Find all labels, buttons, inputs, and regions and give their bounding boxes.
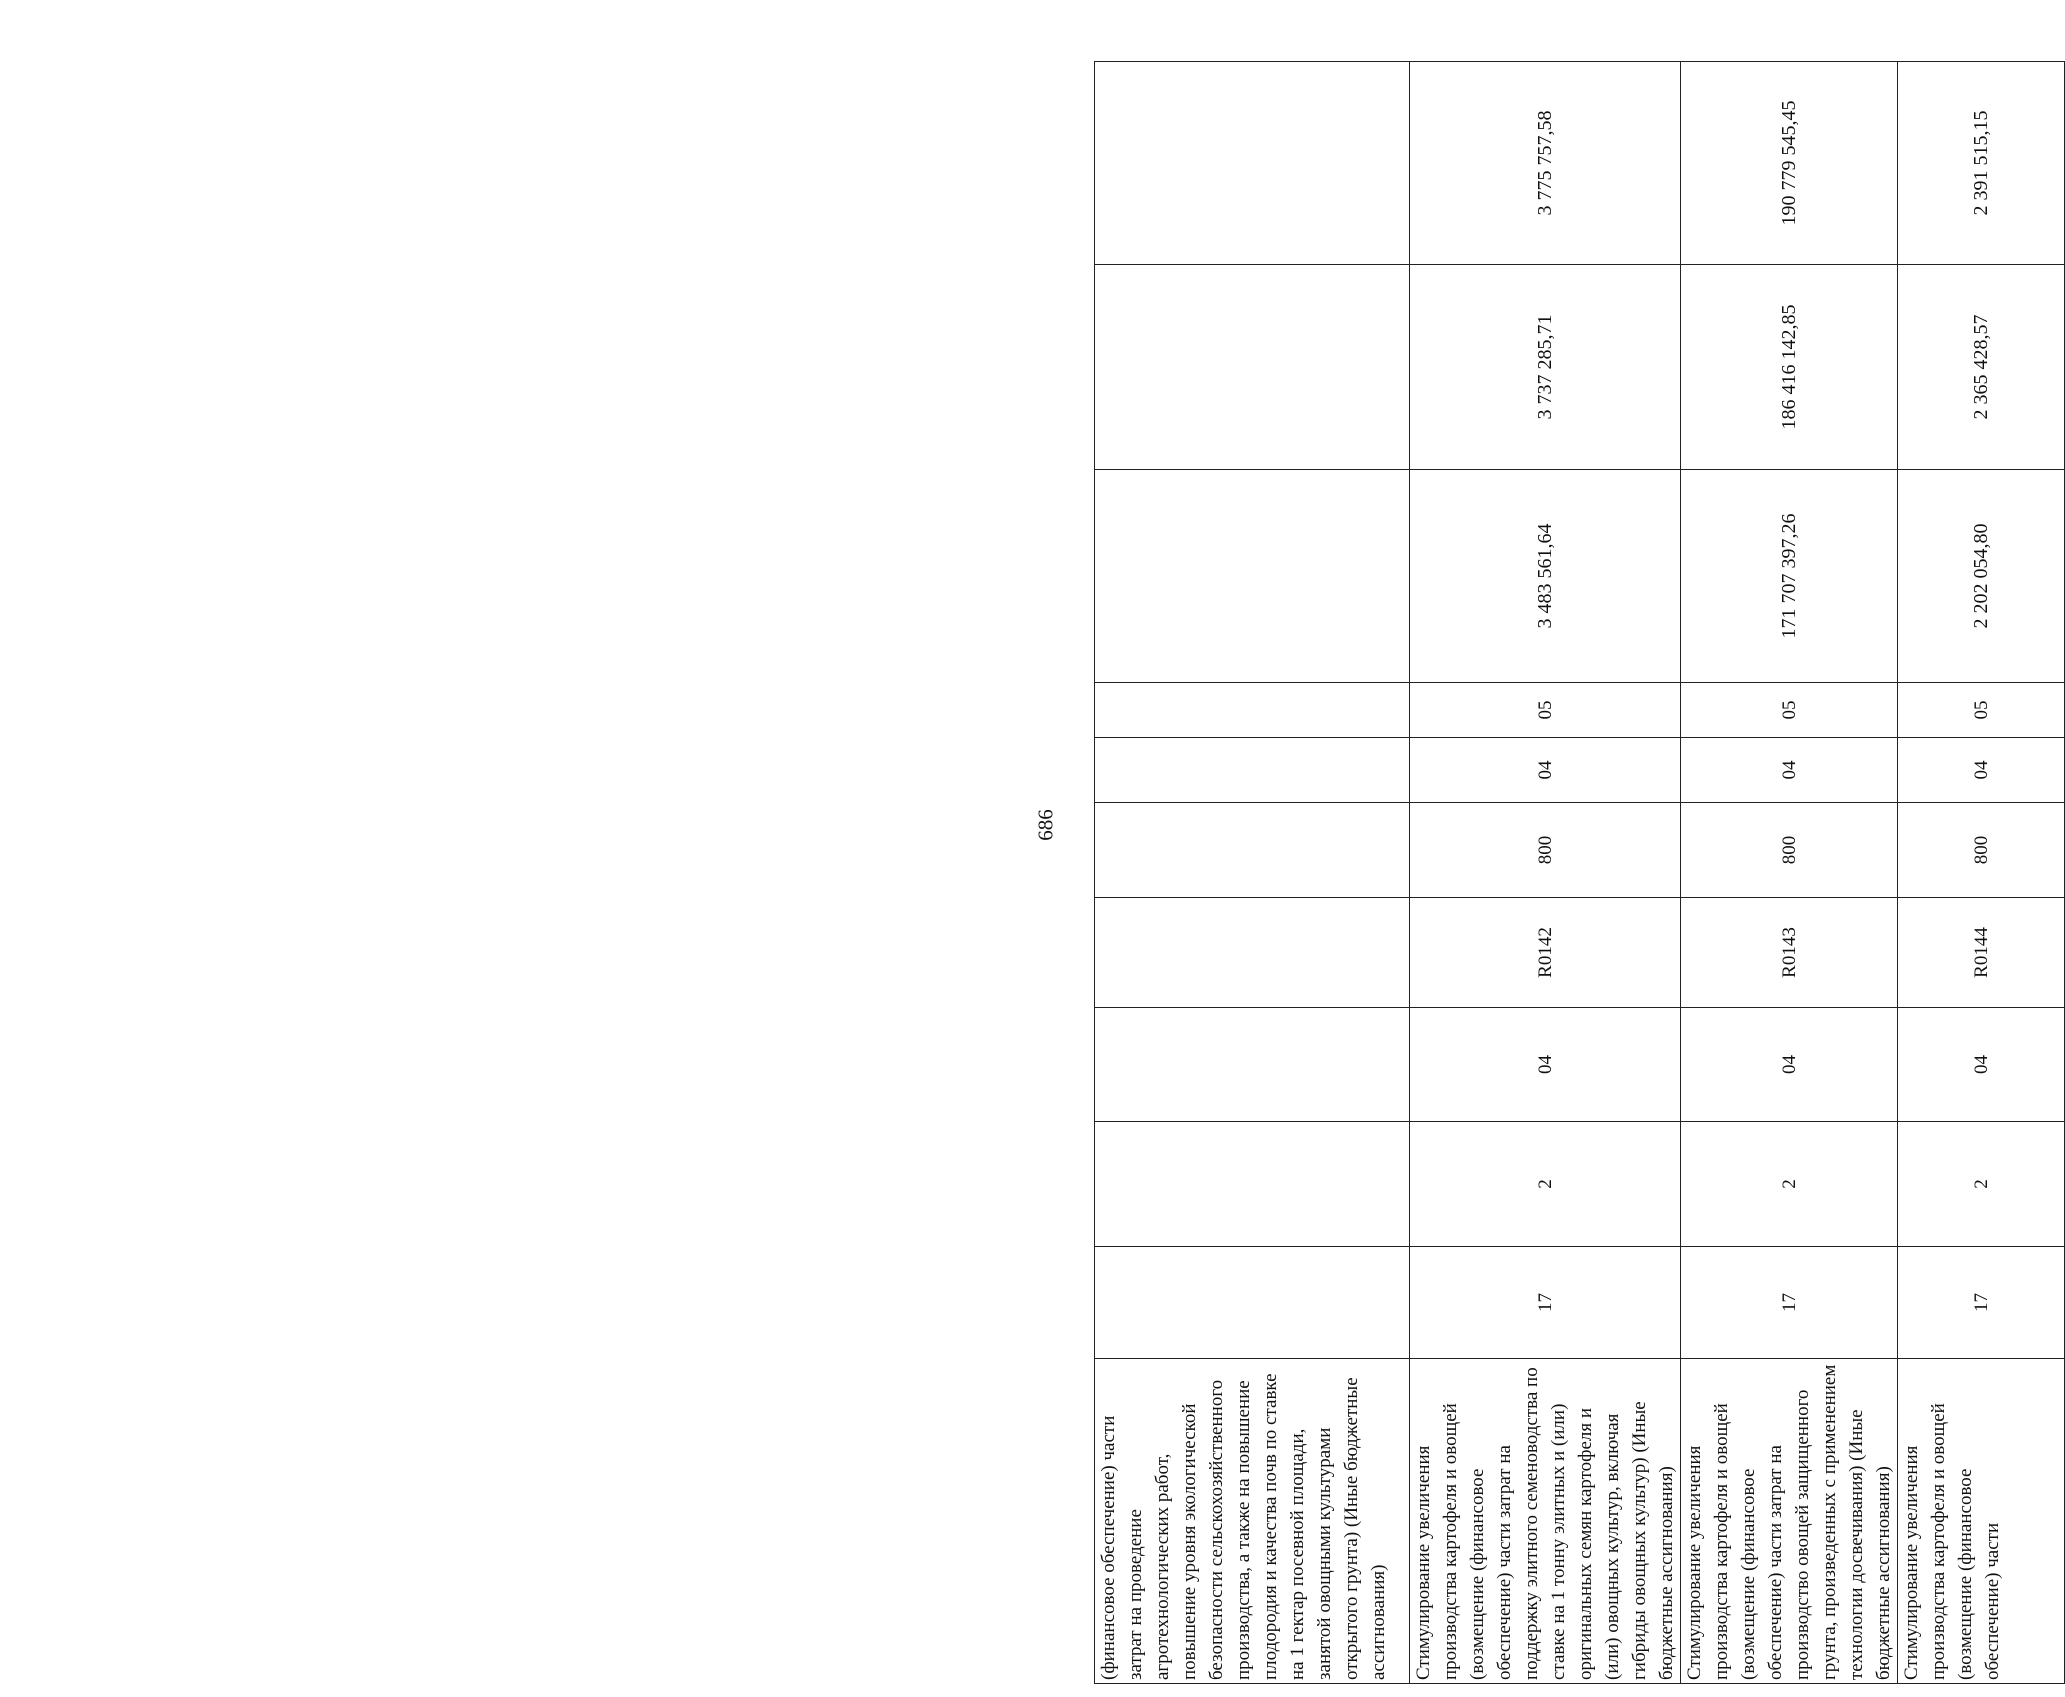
page-number: 686 xyxy=(1033,809,1058,841)
code-program xyxy=(1095,1247,1410,1359)
code-expense-type: 800 xyxy=(1410,803,1681,898)
code-event: 04 xyxy=(1681,1008,1898,1122)
table-row xyxy=(1410,62,1681,1684)
amount-year1: 3 483 561,64 xyxy=(1410,470,1681,683)
code-subprogram: 2 xyxy=(1898,1122,2065,1247)
code-direction: R0144 xyxy=(1898,898,2065,1008)
amount-year2: 186 416 142,85 xyxy=(1681,265,1898,470)
code-subsection xyxy=(1095,683,1410,738)
code-section: 04 xyxy=(1681,738,1898,803)
code-subprogram: 2 xyxy=(1681,1122,1898,1247)
row-description: Стимулирование увеличения производства картофеля и овощей (возмещение (финансовое обеспечение) части затрат на производство овощей защищенного грунта, произведенных с применением технологии досвечивания) (Иные бюджетные ассигнования) xyxy=(1681,1359,1898,1684)
amount-year1: 171 707 397,26 xyxy=(1681,470,1898,683)
code-direction: R0143 xyxy=(1681,898,1898,1008)
code-program: 17 xyxy=(1410,1247,1681,1359)
code-subsection: 05 xyxy=(1898,683,2065,738)
amount-year1: 2 202 054,80 xyxy=(1898,470,2065,683)
code-expense-type xyxy=(1095,803,1410,898)
amount-year3: 3 775 757,58 xyxy=(1410,62,1681,265)
code-subprogram xyxy=(1095,1122,1410,1247)
amount-year3: 190 779 545,45 xyxy=(1681,62,1898,265)
amount-year3: 2 391 515,15 xyxy=(1898,62,2065,265)
amount-year2: 2 365 428,57 xyxy=(1898,265,2065,470)
code-event xyxy=(1095,1008,1410,1122)
code-section: 04 xyxy=(1410,738,1681,803)
table-row xyxy=(1095,62,1410,1684)
row-description: Стимулирование увеличения производства картофеля и овощей (возмещение (финансовое обеспечение) части затрат на поддержку элитного семеноводства по ставке на 1 тонну элитных и (или) оригинальных семян картофеля и (или) овощных культур, включая гибриды овощных культур) (Иные бюджетные ассигнования) xyxy=(1410,1359,1681,1684)
amount-year1 xyxy=(1095,470,1410,683)
code-program: 17 xyxy=(1898,1247,2065,1359)
amount-year2 xyxy=(1095,265,1410,470)
amount-year2: 3 737 285,71 xyxy=(1410,265,1681,470)
rotated-page-content xyxy=(1094,62,2054,1684)
code-expense-type: 800 xyxy=(1681,803,1898,898)
row-description: Стимулирование увеличения производства картофеля и овощей (возмещение (финансовое обеспечение) части xyxy=(1898,1359,2065,1684)
budget-table xyxy=(1094,61,2065,1684)
code-event: 04 xyxy=(1898,1008,2065,1122)
table-row xyxy=(1898,62,2065,1684)
code-subsection: 05 xyxy=(1681,683,1898,738)
code-section xyxy=(1095,738,1410,803)
code-section: 04 xyxy=(1898,738,2065,803)
code-direction: R0142 xyxy=(1410,898,1681,1008)
code-event: 04 xyxy=(1410,1008,1681,1122)
row-description: (финансовое обеспечение) части затрат на проведение агротехнологических работ, повышение уровня экологической безопасности сельскохозяйственного производства, а также на повышение плодородия и качества почв по ставке на 1 гектар посевной площади, занятой овощными культурами открытого грунта) (Иные бюджетные ассигнования) xyxy=(1095,1359,1410,1684)
table-row xyxy=(1681,62,1898,1684)
code-subprogram: 2 xyxy=(1410,1122,1681,1247)
code-direction xyxy=(1095,898,1410,1008)
amount-year3 xyxy=(1095,62,1410,265)
code-subsection: 05 xyxy=(1410,683,1681,738)
code-expense-type: 800 xyxy=(1898,803,2065,898)
code-program: 17 xyxy=(1681,1247,1898,1359)
